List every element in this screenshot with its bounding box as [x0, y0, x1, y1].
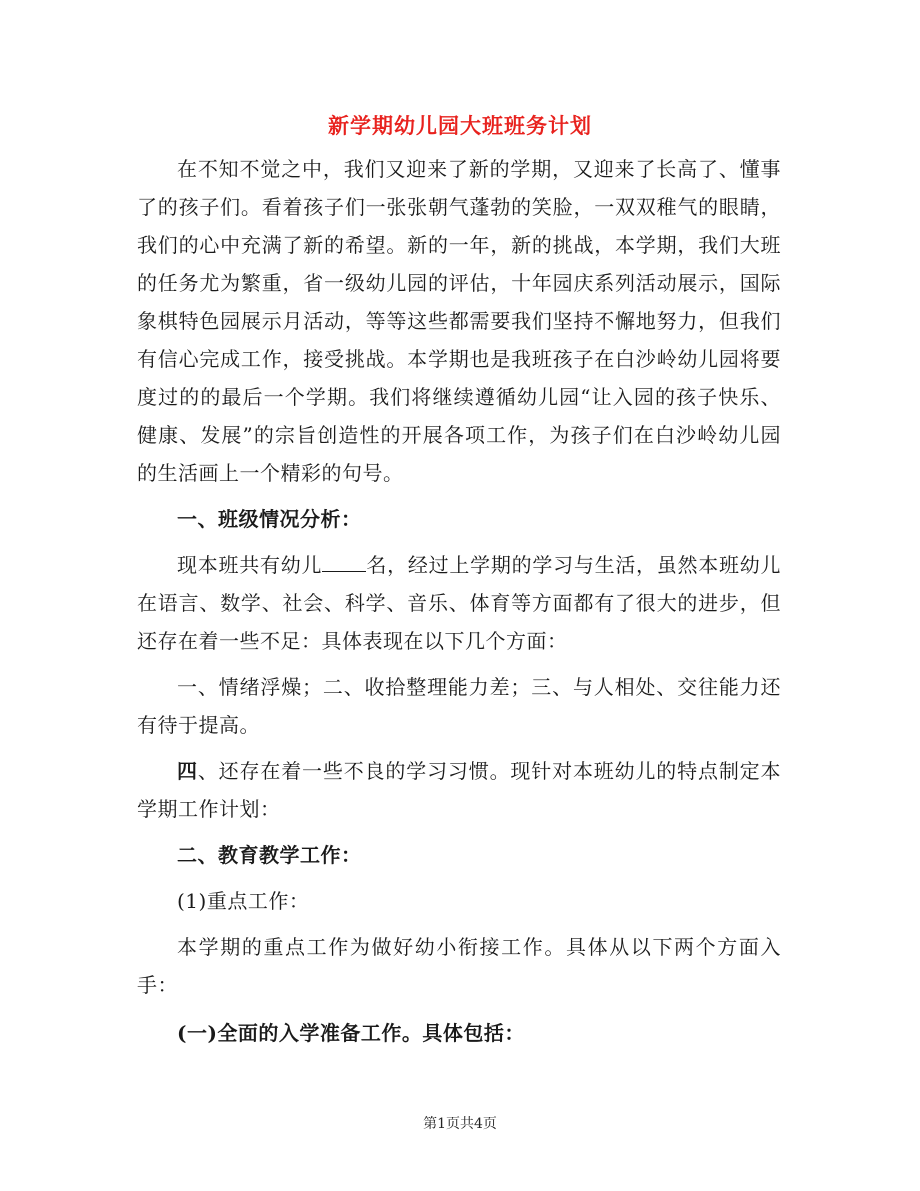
- document-title: 新学期幼儿园大班班务计划: [328, 113, 592, 138]
- key-work-paragraph: 本学期的重点工作为做好幼小衔接工作。具体从以下两个方面入手：: [137, 935, 781, 997]
- subheading-school-preparation: (一)全面的入学准备工作。具体包括：: [177, 1021, 525, 1045]
- habits-lead: 四: [177, 759, 198, 783]
- class-count-suffix: 名，经过上学期的学习与生活，虽然本班幼儿在语言、数学、社会、科学、音乐、体育等方面都有了很大的进步，但还存在着一些不足：具体表现在以下几个方面：: [137, 553, 782, 653]
- subheading-key-work: (1)重点工作：: [177, 889, 310, 913]
- habits-paragraph: [137, 752, 781, 828]
- class-analysis-paragraph: [137, 546, 781, 660]
- section-heading-class-analysis: 一、班级情况分析：: [177, 507, 362, 531]
- page-number-footer: 第1页共4页: [423, 1116, 497, 1132]
- section-heading-teaching: 二、教育教学工作：: [177, 843, 362, 867]
- document-body: [137, 150, 781, 1052]
- intro-paragraph: 在不知不觉之中，我们又迎来了新的学期，又迎来了长高了、懂事了的孩子们。看着孩子们一张张朝气蓬勃的笑脸，一双双稚气的眼睛，我们的心中充满了新的希望。新的一年，新的挑战，本学期，我们大班的任务尤为繁重，省一级幼儿园的评估，十年园庆系列活动展示，国际象棋特色园展示月活动，等等这些都需要我们坚持不懈地努力，但我们有信心完成工作，接受挑战。本学期也是我班孩子在白沙岭幼儿园将要度过的的最后一个学期。我们将继续遵循幼儿园“让入园的孩子快乐、健康、发展”的宗旨创造性的开展各项工作，为孩子们在白沙岭幼儿园的生活画上一个精彩的句号。: [137, 157, 781, 485]
- class-count-blank: [322, 553, 366, 572]
- issues-paragraph: 一、情绪浮燥；二、收拾整理能力差；三、与人相处、交往能力还有待于提高。: [137, 675, 781, 737]
- habits-text: 、还存在着一些不良的学习习惯。现针对本班幼儿的特点制定本学期工作计划：: [137, 759, 782, 821]
- class-count-prefix: 现本班共有幼儿: [177, 553, 323, 577]
